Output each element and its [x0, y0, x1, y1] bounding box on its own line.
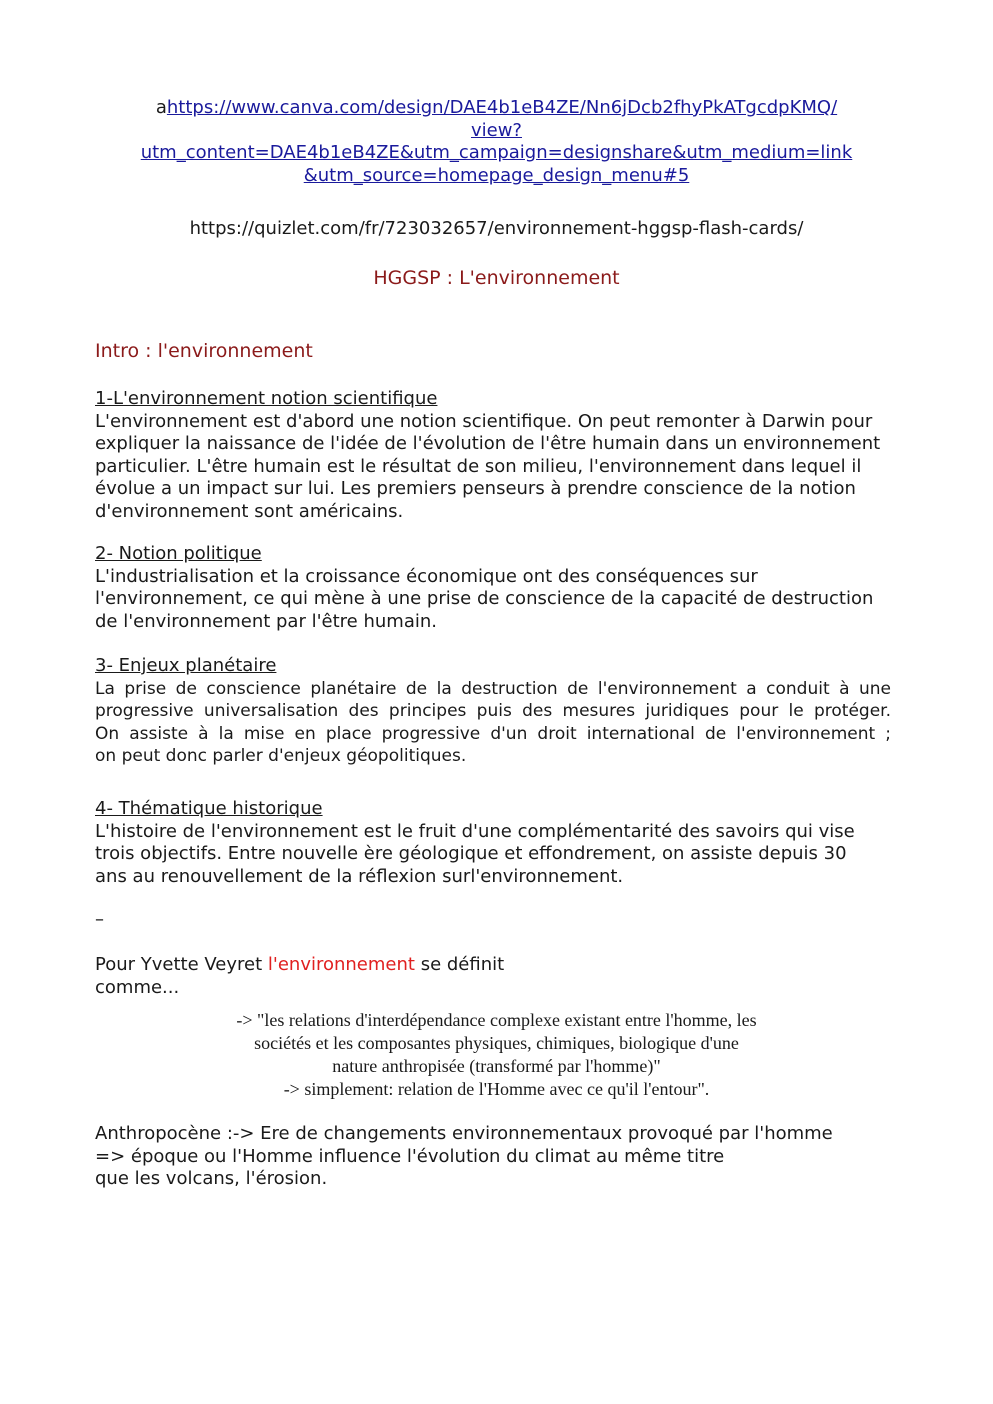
definition-before: Pour Yvette Veyret	[95, 954, 268, 975]
section-4-heading: 4- Thématique historique	[95, 798, 323, 819]
intro-heading: Intro : l'environnement	[95, 340, 313, 362]
quote-line: sociétés et les composantes physiques, chimiques, biologique d'une	[254, 1033, 739, 1053]
canva-prefix: a	[155, 97, 167, 118]
section-1-line: particulier. L'être humain est le résultat de son milieu, l'environnement dans lequel il	[95, 455, 862, 477]
section-4-line: trois objectifs. Entre nouvelle ère géologique et effondrement, on assiste depuis 30	[95, 843, 847, 864]
anthropocene-line: que les volcans, l'érosion.	[95, 1168, 328, 1189]
section-4-line: ans au renouvellement de la réflexion surl'environnement.	[95, 865, 624, 887]
quote-line: nature anthropisée (transformé par l'homme)"	[332, 1056, 661, 1076]
quizlet-url: https://quizlet.com/fr/723032657/environnement-hggsp-flash-cards/	[189, 218, 804, 239]
section-1-line: expliquer la naissance de l'idée de l'évolution de l'être humain dans un environnement	[95, 433, 881, 454]
section-3	[95, 655, 891, 768]
section-3-line: on peut donc parler d'enjeux géopolitiques.	[95, 746, 467, 766]
definition-block	[95, 954, 895, 999]
definition-highlight: l'environnement	[267, 954, 415, 975]
section-3-heading: 3- Enjeux planétaire	[95, 655, 277, 676]
anthropocene-line: Anthropocène :-> Ere de changements environnementaux provoqué par l'homme	[95, 1123, 833, 1144]
section-3-line: La prise de conscience planétaire de la destruction de l'environnement a conduit à une	[95, 678, 891, 699]
section-4	[95, 798, 895, 888]
section-2-line: L'industrialisation et la croissance économique ont des conséquences sur	[95, 565, 758, 587]
section-1	[95, 388, 895, 523]
section-1-line: L'environnement est d'abord une notion scientifique. On peut remonter à Darwin pour	[95, 410, 873, 432]
page-title: HGGSP : L'environnement	[373, 267, 620, 289]
anthropocene-block	[95, 1123, 895, 1191]
quote-line: -> simplement: relation de l'Homme avec ce qu'il l'entour".	[283, 1079, 710, 1099]
section-2-line: de l'environnement par l'être humain.	[95, 610, 437, 632]
canva-link-line-3[interactable]: utm_content=DAE4b1eB4ZE&utm_campaign=designshare&utm_medium=link	[140, 142, 853, 163]
section-1-line: d'environnement sont américains.	[95, 500, 404, 522]
section-3-line: progressive universalisation des principes puis des mesures juridiques pour le protéger.	[95, 701, 891, 721]
definition-after: se définit	[414, 954, 505, 975]
section-1-line: évolue a un impact sur lui. Les premiers penseurs à prendre conscience de la notion	[95, 478, 856, 499]
section-3-line: On assiste à la mise en place progressive d'un droit international de l'environnement ;	[95, 723, 891, 744]
section-2-line: l'environnement, ce qui mène à une prise de conscience de la capacité de destruction	[95, 588, 874, 609]
section-1-heading: 1-L'environnement notion scientifique	[95, 388, 438, 409]
section-4-line: L'histoire de l'environnement est le fruit d'une complémentarité des savoirs qui vise	[95, 820, 855, 842]
quote-line: -> "les relations d'interdépendance complexe existant entre l'homme, les	[236, 1010, 757, 1030]
definition-line-2: comme...	[95, 976, 180, 998]
anthropocene-line: => époque ou l'Homme influence l'évolution du climat au même titre	[95, 1145, 725, 1167]
section-2-heading: 2- Notion politique	[95, 543, 262, 564]
canva-link-line-2[interactable]: view?	[470, 119, 522, 141]
canva-link-line-4[interactable]: &utm_source=homepage_design_menu#5	[303, 164, 690, 186]
canva-link-line-1[interactable]: https://www.canva.com/design/DAE4b1eB4ZE/Nn6jDcb2fhyPkATgcdpKMQ/	[166, 97, 838, 118]
section-2	[95, 543, 895, 633]
quote-block	[100, 1009, 893, 1101]
dash-separator: –	[95, 909, 104, 930]
canva-link-block	[60, 97, 933, 187]
